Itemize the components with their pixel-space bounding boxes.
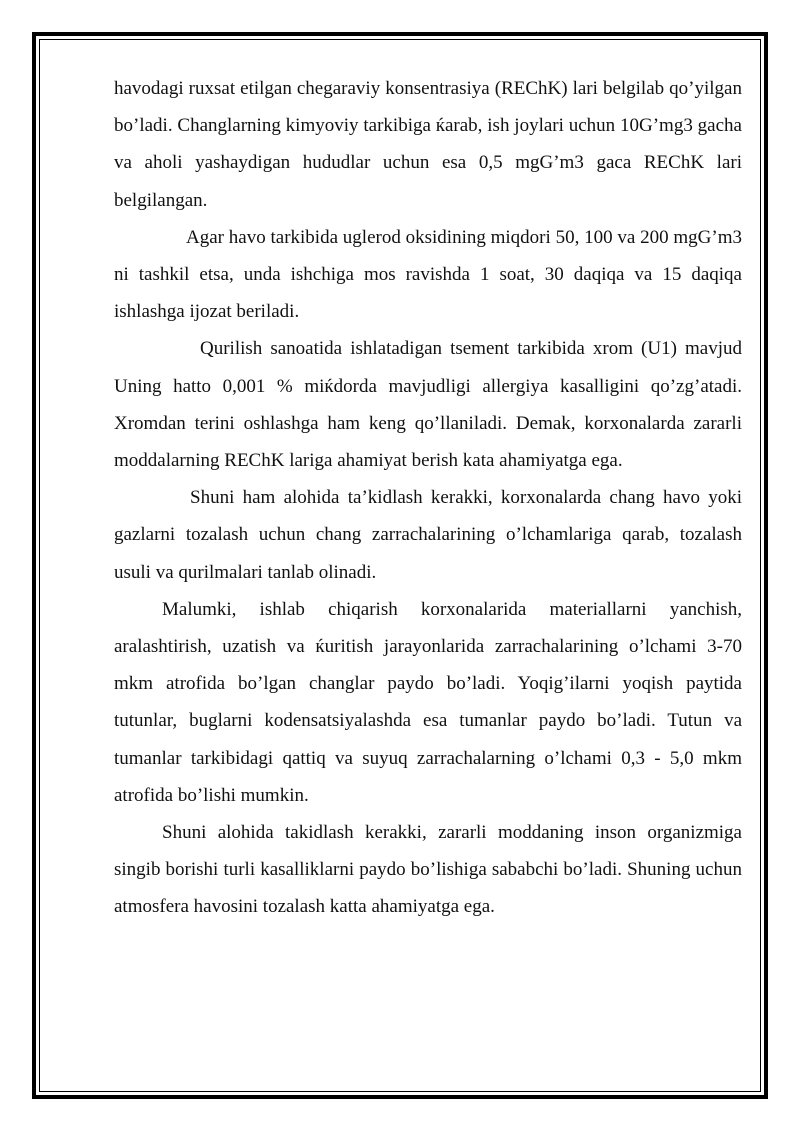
paragraph-2: Agar havo tarkibida uglerod oksidining miqdori 50, 100 va 200 mgG’m3 ni tashkil etsa, unda ishchiga mos ravishda 1 soat, 30 daqiqa va 15 daqiqa ishlashga ijozat beriladi. <box>114 226 742 323</box>
paragraph-4: Shuni ham alohida ta’kidlash kerakki, korxonalarda chang havo yoki gazlarni tozalash uchun chang zarrachalarining o’lchamlariga qarab, tozalash usuli va qurilmalari tanlab olinadi. <box>114 487 742 583</box>
paragraph-5: Malumki, ishlab chiqarish korxonalarida materiallarni yanchish, aralashtirish, uzatish va ќuritish jarayonlarida zarrachalarining o’lchami 3-70 mkm atrofida bo’lgan changlar paydo bo’ladi. Yoqig’ilarni yoqish paytida tutunlar, buglarni kodensatsiyalashda esa tumanlar paydo bo’ladi. Tutun va tumanlar tarkibidagi qattiq va suyuq zarrachalarning o’lchami 0,3 - 5,0 mkm atrofida bo’lishi mumkin. <box>114 598 742 806</box>
paragraph-6: Shuni alohida takidlash kerakki, zararli moddaning inson organizmiga singib borishi turli kasalliklarni paydo bo’lishiga sababchi bo’ladi. Shuning uchun atmosfera havosini tozalash katta ahamiyatga ega. <box>114 822 742 918</box>
document-body <box>114 70 742 926</box>
paragraph-3: Qurilish sanoatida ishlatadigan tsement tarkibida xrom (U1) mavjud Uning hatto 0,001 % miќdorda mavjudligi allergiya kasalligini qo’zg’atadi. Xromdan terini oshlashga ham keng qo’llaniladi. Demak, korxonalarda zararli moddalarning REChK lariga ahamiyat berish kata ahamiyatga ega. <box>114 338 742 472</box>
paragraph-1: havodagi ruxsat etilgan chegaraviy konsentrasiya (REChK) lari belgilab qo’yilgan bo’ladi. Changlarning kimyoviy tarkibiga ќarab, ish joylari uchun 10G’mg3 gacha va aholi yashaydigan hududlar uchun esa 0,5 mgG’m3 gaca REChK lari belgilangan. <box>114 78 742 211</box>
